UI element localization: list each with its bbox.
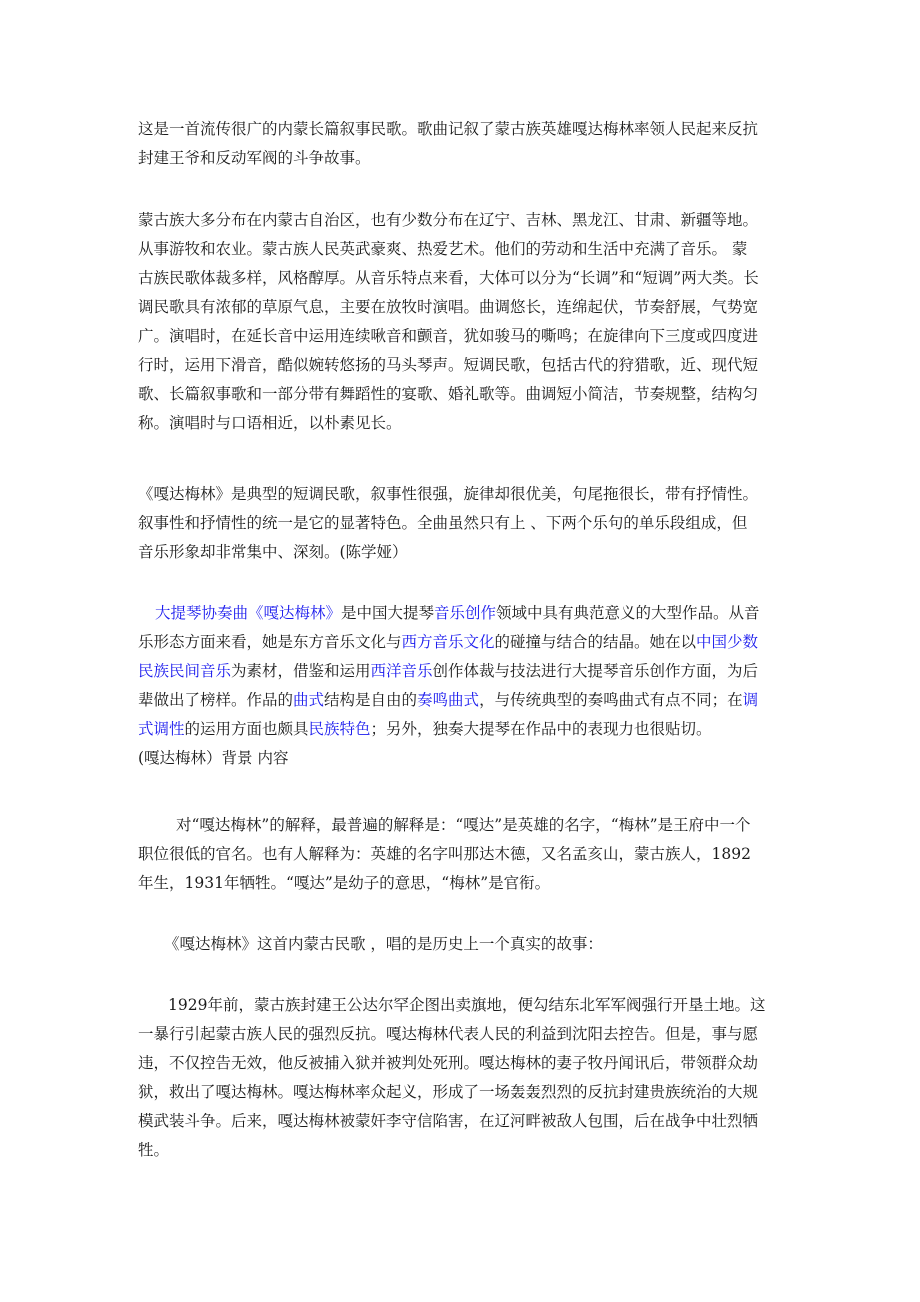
link-chinese-minority[interactable]: 中国少数 xyxy=(696,633,759,651)
link-music-creation[interactable]: 音乐创作 xyxy=(434,604,497,622)
link-national-character[interactable]: 民族特色 xyxy=(308,720,371,738)
text-line: 叙事性和抒情性的统一是它的显著特色。全曲虽然只有上 、下两个乐句的单乐段组成，但 xyxy=(138,514,748,532)
text-line: 职位很低的官名。也有人解释为：英雄的名字叫那达木德，又名孟亥山，蒙古族人，1892 xyxy=(138,845,751,863)
text-line xyxy=(138,657,788,686)
text-line xyxy=(138,628,788,657)
section-heading: (嘎达梅林）背景 内容 xyxy=(138,749,289,767)
text-span: 辈做出了榜样。作品的 xyxy=(138,691,294,709)
name-explanation-paragraph xyxy=(138,811,788,898)
text-span: ，与传统典型的奏鸣曲式有点不同；在 xyxy=(479,691,743,709)
text-line: 广。演唱时，在延长音中运用连续啾音和颤音，犹如骏马的嘶鸣；在旋律向下三度或四度进 xyxy=(138,327,759,345)
text-span: 结构是自由的 xyxy=(324,691,418,709)
story-intro-paragraph xyxy=(138,930,788,959)
song-feature-paragraph xyxy=(138,480,788,567)
text-line: 狱，救出了嘎达梅林。嘎达梅林率众起义，形成了一场轰轰烈烈的反抗封建贵族统治的大规 xyxy=(138,1083,759,1101)
cello-concerto-paragraph xyxy=(138,599,788,773)
text-line: 对“嘎达梅林”的解释，最普遍的解释是：“嘎达”是英雄的名字，“梅林”是王府中一个 xyxy=(176,816,751,834)
text-line: 封建王爷和反动军阀的斗争故事。 xyxy=(138,149,371,167)
text-line: 违，不仅控告无效，他反被捕入狱并被判处死刑。嘎达梅林的妻子牧丹闻讯后，带领群众劫 xyxy=(138,1054,759,1072)
text-line: 年生，1931年牺牲。“嘎达”是幼子的意思，“梅林”是官衔。 xyxy=(138,874,551,892)
link-tonality-end[interactable]: 式调性 xyxy=(138,720,185,738)
text-line: 这是一首流传很广的内蒙长篇叙事民歌。歌曲记叙了蒙古族英雄嘎达梅林率领人民起来反抗 xyxy=(138,120,759,138)
text-line: 《嘎达梅林》这首内蒙古民歌 ，唱的是历史上一个真实的故事： xyxy=(164,935,603,953)
text-line: 行时，运用下滑音，酷似婉转悠扬的马头琴声。短调民歌，包括古代的狩猎歌，近、现代短 xyxy=(138,356,759,374)
text-line xyxy=(138,599,788,628)
text-line: 《嘎达梅林》是典型的短调民歌，叙事性很强，旋律却很优美，句尾拖很长，带有抒情性。 xyxy=(138,485,759,503)
link-western-music[interactable]: 西洋音乐 xyxy=(370,662,433,680)
text-line: 牲。 xyxy=(138,1141,170,1159)
text-line: 从事游牧和农业。蒙古族人民英武豪爽、热爱艺术。他们的劳动和生活中充满了音乐。 蒙 xyxy=(138,240,748,258)
text-line: 古族民歌体裁多样，风格醇厚。从音乐特点来看，大体可以分为“长调”和“短调”两大类。长 xyxy=(138,269,759,287)
text-line: 音乐形象却非常集中、深刻。(陈学娅） xyxy=(138,543,408,561)
link-sonata-form[interactable]: 奏鸣曲式 xyxy=(417,691,480,709)
text-line: 调民歌具有浓郁的草原气息，主要在放牧时演唱。曲调悠长，连绵起伏，节奏舒展，气势宽 xyxy=(138,298,759,316)
text-span: 是中国大提琴 xyxy=(341,604,435,622)
link-folk-music[interactable]: 民族民间音乐 xyxy=(138,662,232,680)
link-western-music-culture[interactable]: 西方音乐文化 xyxy=(401,633,495,651)
link-tonality-start[interactable]: 调 xyxy=(742,691,759,709)
text-line: 模武装斗争。后来，嘎达梅林被蒙奸李守信陷害，在辽河畔被敌人包围，后在战争中壮烈牺 xyxy=(138,1112,759,1130)
link-musical-form[interactable]: 曲式 xyxy=(293,691,325,709)
text-line: 称。演唱时与口语相近，以朴素见长。 xyxy=(138,414,402,432)
text-span: 的运用方面也颇具 xyxy=(184,720,309,738)
text-line: 一暴行引起蒙古族人民的强烈反抗。嘎达梅林代表人民的利益到沈阳去控告。但是，事与愿 xyxy=(138,1025,759,1043)
text-line: 歌、长篇叙事歌和一部分带有舞蹈性的宴歌、婚礼歌等。曲调短小简洁，节奏规整，结构匀 xyxy=(138,385,759,403)
text-span: 的碰撞与结合的结晶。她在以 xyxy=(494,633,697,651)
history-paragraph xyxy=(138,991,788,1165)
text-span: 创作体裁与技法进行大提琴音乐创作方面，为后 xyxy=(432,662,759,680)
text-line xyxy=(138,715,788,744)
text-line: 1929年前，蒙古族封建王公达尔罕企图出卖旗地，便勾结东北军军阀强行开垦土地。这 xyxy=(168,996,766,1014)
text-line xyxy=(138,686,788,715)
mongol-music-paragraph xyxy=(138,206,788,438)
text-span: 领域中具有典范意义的大型作品。从音 xyxy=(496,604,760,622)
link-cello-concerto[interactable]: 大提琴协奏曲《嘎达梅林》 xyxy=(155,604,342,622)
intro-paragraph xyxy=(138,115,788,173)
text-span: 乐形态方面来看，她是东方音乐文化与 xyxy=(138,633,402,651)
text-line: 蒙古族大多分布在内蒙古自治区，也有少数分布在辽宁、吉林、黑龙江、甘肃、新疆等地。 xyxy=(138,211,759,229)
text-span: 为素材，借鉴和运用 xyxy=(231,662,371,680)
text-span: ；另外，独奏大提琴在作品中的表现力也很贴切。 xyxy=(370,720,712,738)
